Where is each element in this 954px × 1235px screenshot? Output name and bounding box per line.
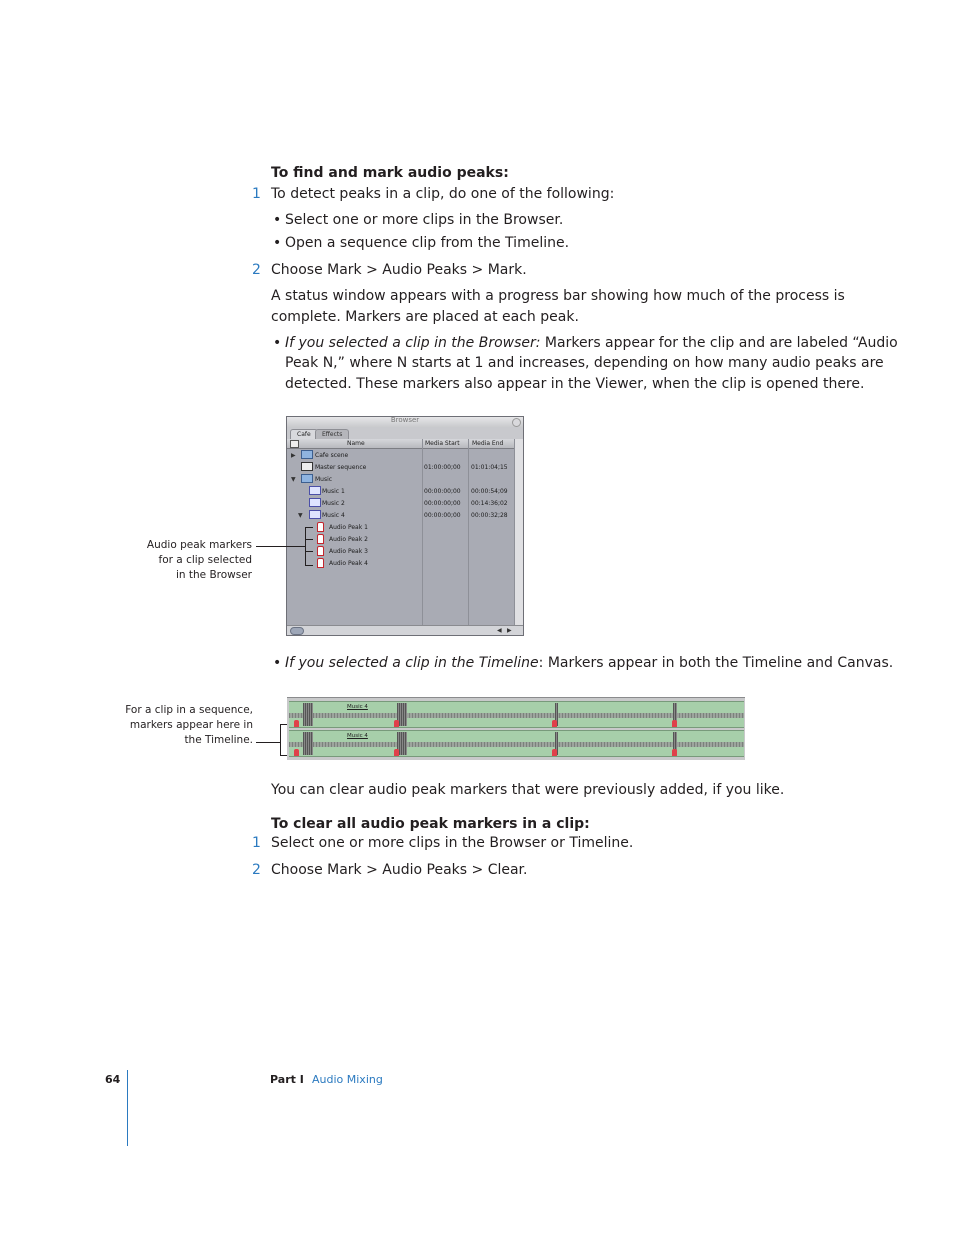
callout-leader-line	[256, 546, 305, 547]
row-media-start: 00:00:00;00	[424, 488, 461, 495]
waveform-peak	[303, 732, 313, 755]
callout-leader-line	[256, 742, 280, 743]
bullet-dot: •	[273, 212, 282, 228]
column-header-media-start[interactable]: Media Start	[425, 440, 460, 447]
callout-timeline-markers	[100, 703, 253, 748]
scroll-left-arrow-icon[interactable]: ◀	[497, 627, 502, 634]
browser-column-header	[287, 439, 523, 449]
bullet-text: : Markers appear in both the Timeline and Canvas.	[538, 655, 894, 671]
callout-line: For a clip in a sequence,	[125, 704, 253, 716]
browser-title-bar	[287, 417, 523, 427]
browser-title: Browser	[390, 416, 420, 424]
callout-bracket	[305, 527, 306, 566]
row-media-end: 01:01:04;15	[471, 464, 508, 471]
bullet-text: Select one or more clips in the Browser.	[285, 212, 564, 228]
window-zoom-button[interactable]	[512, 418, 521, 427]
row-media-start: 00:00:00;00	[424, 500, 461, 507]
step-text: Choose Mark > Audio Peaks > Mark.	[271, 262, 527, 278]
row-name: Music 1	[322, 488, 345, 495]
marker-icon	[317, 558, 324, 568]
disclosure-triangle-open-icon[interactable]: ▼	[291, 476, 296, 483]
callout-line: markers appear here in	[129, 719, 253, 731]
clip-name-label: Music 4	[347, 733, 368, 739]
timeline-marker[interactable]	[552, 720, 557, 727]
step-number: 2	[252, 262, 261, 278]
vertical-scrollbar[interactable]	[514, 439, 523, 625]
tab-effects[interactable]: Effects	[315, 429, 349, 440]
audio-clip-icon	[309, 498, 321, 507]
audio-track-clip[interactable]	[289, 730, 744, 757]
row-name: Music 4	[322, 512, 345, 519]
clip-name-label: Music 4	[347, 704, 368, 710]
bullet-timeline-text	[285, 653, 893, 673]
browser-row[interactable]	[287, 558, 513, 570]
timeline-marker[interactable]	[394, 720, 399, 727]
footer-rule	[127, 1070, 128, 1146]
callout-bracket	[305, 565, 313, 566]
paragraph-line: complete. Markers are placed at each peak.	[271, 309, 579, 325]
row-name: Audio Peak 3	[329, 548, 368, 555]
marker-icon	[317, 522, 324, 532]
scroll-right-arrow-icon[interactable]: ▶	[507, 627, 512, 634]
callout-line: Audio peak markers	[146, 539, 252, 551]
bullet-dot: •	[273, 235, 282, 251]
bin-folder-icon	[301, 474, 313, 483]
browser-tabs	[287, 427, 523, 439]
timeline-marker[interactable]	[294, 749, 299, 756]
callout-bracket	[305, 539, 313, 540]
step-number: 2	[252, 862, 261, 878]
browser-row[interactable]	[287, 474, 513, 486]
callout-bracket	[280, 755, 287, 756]
row-media-end: 00:00:54;09	[471, 488, 508, 495]
footer-chapter: Audio Mixing	[312, 1073, 383, 1086]
row-media-end: 00:14:36;02	[471, 500, 508, 507]
waveform-peak	[303, 703, 313, 726]
audio-clip-icon	[309, 510, 321, 519]
footer-part: Part I	[270, 1073, 304, 1086]
disclosure-triangle-open-icon[interactable]: ▼	[298, 512, 303, 519]
bullet-italic-lead: If you selected a clip in the Browser:	[285, 335, 541, 351]
timeline-marker[interactable]	[552, 749, 557, 756]
row-media-end: 00:00:32;28	[471, 512, 508, 519]
row-name: Audio Peak 1	[329, 524, 368, 531]
horizontal-scrollbar[interactable]	[287, 625, 523, 635]
row-name: Music	[315, 476, 333, 483]
bullet-italic-lead: If you selected a clip in the Timeline	[285, 655, 539, 671]
audio-clip-icon	[309, 486, 321, 495]
column-header-media-end[interactable]: Media End	[472, 440, 504, 447]
scroll-thumb[interactable]	[290, 627, 304, 635]
callout-line: for a clip selected	[158, 554, 252, 566]
browser-row[interactable]	[287, 498, 513, 510]
page-number: 64	[105, 1073, 121, 1086]
row-media-start: 00:00:00;00	[424, 512, 461, 519]
bullet-dot: •	[273, 655, 282, 671]
paragraph: You can clear audio peak markers that were previously added, if you like.	[271, 782, 785, 798]
timeline-screenshot	[287, 697, 745, 760]
bullet-text: Open a sequence clip from the Timeline.	[285, 235, 570, 251]
row-name: Audio Peak 2	[329, 536, 368, 543]
clapper-icon	[290, 440, 299, 448]
step-text: Choose Mark > Audio Peaks > Clear.	[271, 862, 528, 878]
row-name: Audio Peak 4	[329, 560, 368, 567]
browser-row[interactable]	[287, 534, 513, 546]
procedure-heading-clear: To clear all audio peak markers in a clip:	[271, 816, 590, 832]
bullet-text-line: Peak N,” where N starts at 1 and increases, depending on how many audio peaks are	[285, 355, 884, 371]
bullet-text: Markers appear for the clip and are labeled “Audio	[544, 335, 898, 351]
callout-bracket	[280, 724, 287, 725]
browser-row[interactable]	[287, 486, 513, 498]
sequence-icon	[301, 462, 313, 471]
callout-bracket	[305, 551, 313, 552]
column-header-name[interactable]: Name	[347, 440, 365, 447]
browser-row[interactable]	[287, 522, 513, 534]
step-text: Select one or more clips in the Browser or Timeline.	[271, 835, 634, 851]
paragraph-line: A status window appears with a progress bar showing how much of the process is	[271, 288, 845, 304]
callout-browser-markers	[120, 538, 252, 583]
timeline-marker[interactable]	[294, 720, 299, 727]
bullet-dot: •	[273, 335, 282, 351]
tab-cafe[interactable]: Cafe	[290, 429, 318, 440]
step-number: 1	[252, 186, 261, 202]
disclosure-triangle-icon[interactable]: ▶	[291, 452, 296, 459]
browser-row[interactable]	[287, 510, 513, 522]
audio-track-clip[interactable]	[289, 701, 744, 728]
timeline-marker[interactable]	[394, 749, 399, 756]
browser-row[interactable]	[287, 462, 513, 474]
row-name: Music 2	[322, 500, 345, 507]
browser-row[interactable]	[287, 450, 513, 462]
callout-bracket	[280, 724, 281, 756]
bullet-browser-text	[285, 333, 898, 353]
browser-row[interactable]	[287, 546, 513, 558]
row-media-start: 01:00:00;00	[424, 464, 461, 471]
bin-folder-icon	[301, 450, 313, 459]
bullet-text-line: detected. These markers also appear in the Viewer, when the clip is opened there.	[285, 376, 865, 392]
step-text: To detect peaks in a clip, do one of the following:	[271, 186, 615, 202]
callout-bracket	[305, 527, 313, 528]
marker-icon	[317, 534, 324, 544]
marker-icon	[317, 546, 324, 556]
procedure-heading-find: To find and mark audio peaks:	[271, 165, 509, 181]
row-name: Master sequence	[315, 464, 367, 471]
callout-line: the Timeline.	[184, 734, 253, 746]
callout-line: in the Browser	[175, 569, 252, 581]
row-name: Cafe scene	[315, 452, 349, 459]
step-number: 1	[252, 835, 261, 851]
browser-window	[286, 416, 524, 636]
timeline-marker[interactable]	[672, 749, 677, 756]
timeline-marker[interactable]	[672, 720, 677, 727]
